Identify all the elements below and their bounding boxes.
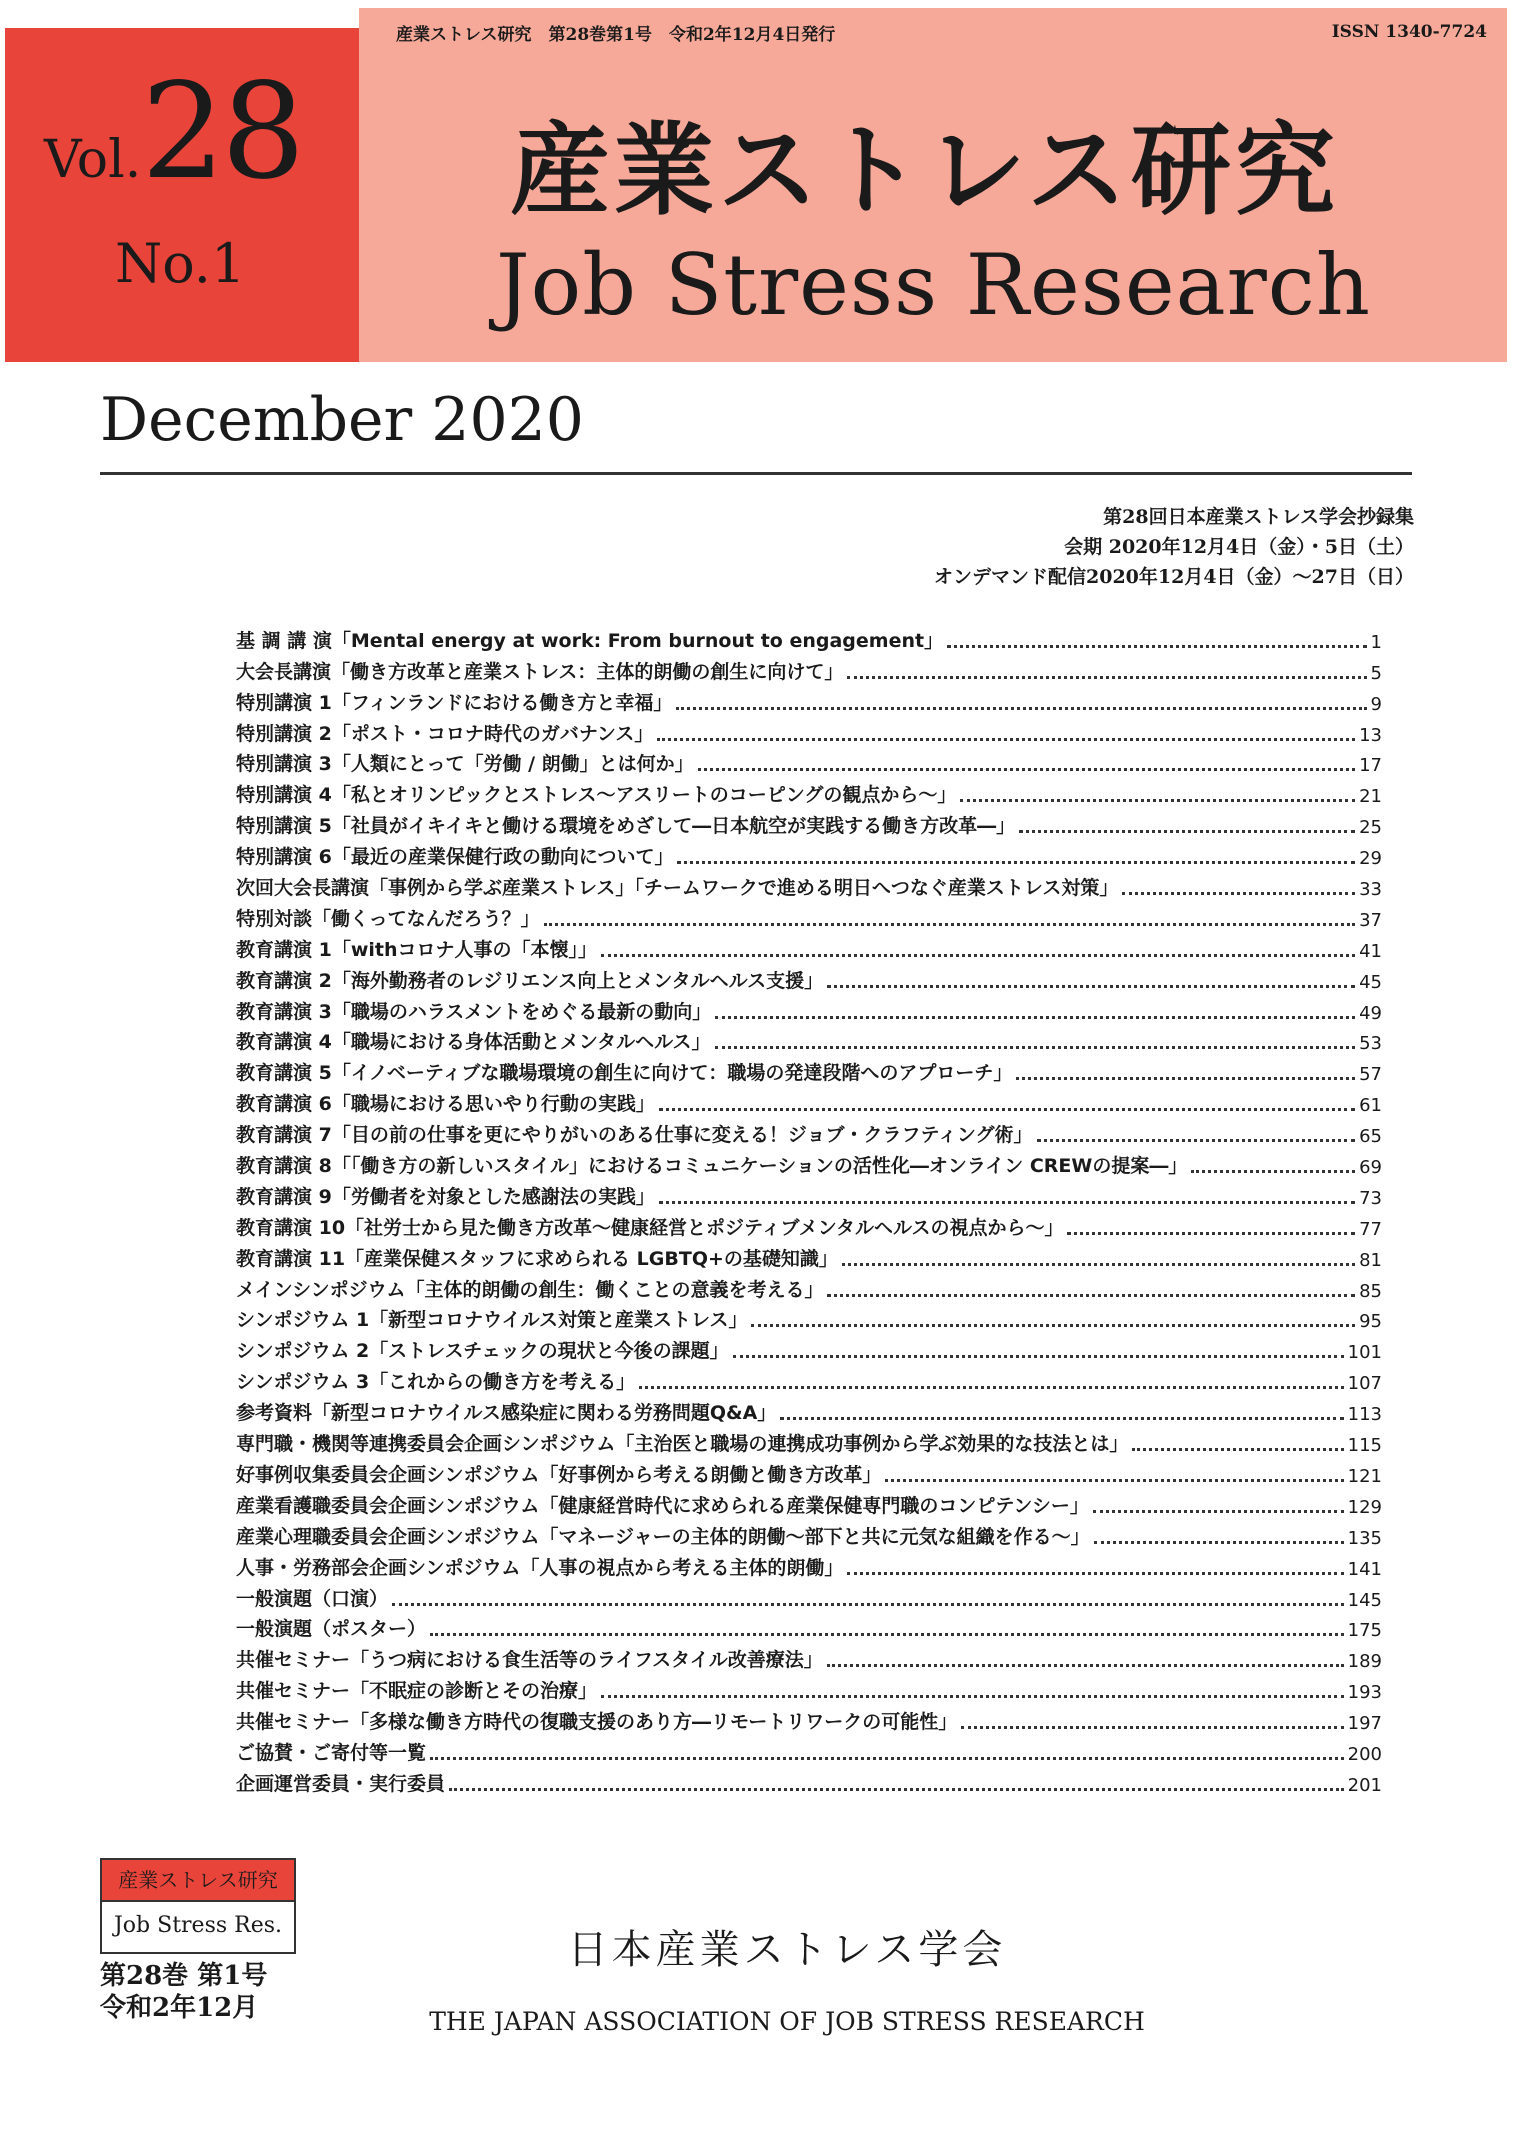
toc-leader-dots xyxy=(715,1046,1356,1049)
toc-entry-page: 29 xyxy=(1359,848,1382,870)
toc-entry-title: 人事・労務部会企画シンポジウム「人事の視点から考える主体的朗働」 xyxy=(236,1556,844,1579)
toc-entry xyxy=(236,962,1382,993)
toc-entry-title: 教育講演 11「産業保健スタッフに求められる LGBTQ+の基礎知識」 xyxy=(236,1247,838,1270)
toc-entry-title: 大会長講演「働き方改革と産業ストレス：主体的朗働の創生に向けて」 xyxy=(236,660,844,683)
toc-entry-title: 一般演題（口演） xyxy=(236,1587,389,1610)
toc-entry-title: 教育講演 8「「働き方の新しいスタイル」におけるコミュニケーションの活性化―オンライン CREWの提案―」 xyxy=(236,1155,1188,1178)
toc-leader-dots xyxy=(430,1757,1344,1760)
toc-entry-title: 特別講演 5「社員がイキイキと働ける環境をめざして―日本航空が実践する働き方改革―」 xyxy=(236,815,1016,838)
toc-entry-title: 教育講演 1「withコロナ人事の「本懐」」 xyxy=(236,938,598,961)
toc-entry xyxy=(236,653,1382,684)
toc-entry-title: 特別講演 4「私とオリンピックとストレス～アスリートのコーピングの観点から～」 xyxy=(236,784,957,807)
issue-number: No.1 xyxy=(115,232,246,295)
toc-entry-page: 141 xyxy=(1347,1558,1382,1580)
journal-title-en: Job Stress Research xyxy=(496,236,1371,334)
toc-leader-dots xyxy=(842,1263,1355,1266)
divider xyxy=(100,472,1412,475)
toc-entry-title: 教育講演 9「労働者を対象とした感謝法の実践」 xyxy=(236,1185,655,1208)
toc-leader-dots xyxy=(751,1324,1355,1327)
toc-leader-dots xyxy=(961,1726,1343,1729)
toc-entry-title: 好事例収集委員会企画シンポジウム「好事例から考える朗働と働き方改革」 xyxy=(236,1463,882,1486)
toc-entry-page: 41 xyxy=(1359,940,1382,962)
toc-entry xyxy=(236,1456,1382,1487)
toc-leader-dots xyxy=(659,1201,1355,1204)
toc-leader-dots xyxy=(698,768,1355,771)
toc-entry xyxy=(236,807,1382,838)
association-name-ja: 日本産業ストレス学会 xyxy=(567,1927,1007,1973)
toc-entry xyxy=(236,1054,1382,1085)
volume-number xyxy=(44,55,301,209)
volume-label: Vol. xyxy=(44,130,142,190)
toc-leader-dots xyxy=(780,1417,1343,1420)
abbreviation-ja: 産業ストレス研究 xyxy=(102,1860,294,1902)
toc-entry-title: 企画運営委員・実行委員 xyxy=(236,1772,446,1795)
toc-entry-page: 113 xyxy=(1347,1404,1382,1426)
toc-entry-page: 201 xyxy=(1347,1774,1382,1796)
toc-entry-title: 特別講演 2「ポスト・コロナ時代のガバナンス」 xyxy=(236,722,654,745)
toc-leader-dots xyxy=(1132,1448,1343,1451)
toc-leader-dots xyxy=(827,1664,1344,1667)
toc-entry xyxy=(236,1703,1382,1734)
toc-entry-title: 特別講演 6「最近の産業保健行政の動向について」 xyxy=(236,846,674,869)
toc-entry xyxy=(236,1734,1382,1765)
toc-entry xyxy=(236,1425,1382,1456)
toc-entry-page: 49 xyxy=(1359,1002,1382,1024)
toc-entry-title: シンポジウム 2「ストレスチェックの現状と今後の課題」 xyxy=(236,1340,729,1363)
conference-info xyxy=(934,502,1414,592)
toc-leader-dots xyxy=(1094,1541,1344,1544)
toc-entry-page: 45 xyxy=(1359,971,1382,993)
toc-leader-dots xyxy=(601,1695,1344,1698)
toc-entry-page: 73 xyxy=(1359,1187,1382,1209)
volume-value: 28 xyxy=(141,55,302,209)
toc-leader-dots xyxy=(676,707,1366,710)
toc-entry-page: 53 xyxy=(1359,1033,1382,1055)
toc-leader-dots xyxy=(1067,1232,1355,1235)
toc-entry-title: シンポジウム 1「新型コロナウイルス対策と産業ストレス」 xyxy=(236,1309,748,1332)
toc-leader-dots xyxy=(1037,1139,1356,1142)
toc-entry xyxy=(236,1518,1382,1549)
toc-leader-dots xyxy=(430,1633,1344,1636)
toc-entry-title: 教育講演 6「職場における思いやり行動の実践」 xyxy=(236,1093,655,1116)
toc-entry-page: 197 xyxy=(1347,1713,1382,1735)
conference-title: 第28回日本産業ストレス学会抄録集 xyxy=(1103,506,1414,528)
toc-entry xyxy=(236,1178,1382,1209)
toc-entry xyxy=(236,776,1382,807)
toc-entry xyxy=(236,1672,1382,1703)
toc-entry-title: 専門職・機関等連携委員会企画シンポジウム「主治医と職場の連携成功事例から学ぶ効果的な技法とは」 xyxy=(236,1433,1129,1456)
toc-entry-page: 69 xyxy=(1359,1157,1382,1179)
toc-entry xyxy=(236,1271,1382,1302)
toc-entry-title: 教育講演 2「海外勤務者のレジリエンス向上とメンタルヘルス支援」 xyxy=(236,969,824,992)
toc-leader-dots xyxy=(1093,1510,1344,1513)
toc-entry xyxy=(236,1765,1382,1796)
toc-entry-title: 産業心理職委員会企画シンポジウム「マネージャーの主体的朗働～部下と共に元気な組織を作る～」 xyxy=(236,1525,1090,1548)
toc-entry xyxy=(236,1302,1382,1333)
toc-entry-title: 共催セミナー「多様な働き方時代の復職支援のあり方―リモートリワークの可能性」 xyxy=(236,1711,958,1734)
toc-entry-page: 85 xyxy=(1359,1280,1382,1302)
abbreviation-en: Job Stress Res. xyxy=(113,1913,283,1938)
toc-entry-page: 5 xyxy=(1370,662,1382,684)
toc-entry xyxy=(236,1024,1382,1055)
toc-entry-page: 1 xyxy=(1370,631,1382,653)
toc-entry xyxy=(236,1394,1382,1425)
toc-entry-page: 61 xyxy=(1359,1095,1382,1117)
toc-entry-title: 産業看護職委員会企画シンポジウム「健康経営時代に求められる産業保健専門職のコンピテンシー」 xyxy=(236,1494,1089,1517)
toc-leader-dots xyxy=(449,1788,1344,1791)
toc-entry-title: 共催セミナー「うつ病における食生活等のライフスタイル改善療法」 xyxy=(236,1649,823,1672)
toc-entry xyxy=(236,1487,1382,1518)
toc-entry-page: 101 xyxy=(1347,1342,1382,1364)
toc-leader-dots xyxy=(1191,1170,1355,1173)
toc-entry-title: 教育講演 5「イノベーティブな職場環境の創生に向けて：職場の発達段階へのアプローチ」 xyxy=(236,1062,1013,1085)
toc-entry xyxy=(236,1085,1382,1116)
toc-entry-title: 教育講演 7「目の前の仕事を更にやりがいのある仕事に変える！ジョブ・クラフティング術」 xyxy=(236,1124,1033,1147)
toc-entry-page: 175 xyxy=(1347,1620,1382,1642)
toc-entry-page: 145 xyxy=(1347,1589,1382,1611)
toc-leader-dots xyxy=(827,1294,1355,1297)
toc-leader-dots xyxy=(1016,1077,1355,1080)
toc-entry-page: 115 xyxy=(1347,1435,1382,1457)
toc-entry-title: 共催セミナー「不眠症の診断とその治療」 xyxy=(236,1680,598,1703)
toc-entry xyxy=(236,746,1382,777)
toc-entry-page: 81 xyxy=(1359,1249,1382,1271)
toc-entry-page: 121 xyxy=(1347,1465,1382,1487)
toc-entry-title: 教育講演 4「職場における身体活動とメンタルヘルス」 xyxy=(236,1031,711,1054)
toc-entry xyxy=(236,869,1382,900)
toc-entry xyxy=(236,715,1382,746)
conference-dates: 会期 2020年12月4日（金）・5日（土） xyxy=(1064,536,1414,558)
toc-entry-page: 65 xyxy=(1359,1126,1382,1148)
toc-leader-dots xyxy=(639,1386,1343,1389)
toc-entry-page: 57 xyxy=(1359,1064,1382,1086)
toc-entry xyxy=(236,900,1382,931)
toc-leader-dots xyxy=(1019,830,1355,833)
toc-entry-title: 特別対談「働くってなんだろう？」 xyxy=(236,907,540,930)
toc-leader-dots xyxy=(847,1572,1343,1575)
journal-title-ja: 産業ストレス研究 xyxy=(510,111,1339,229)
toc-entry-page: 25 xyxy=(1359,817,1382,839)
toc-leader-dots xyxy=(544,923,1355,926)
toc-leader-dots xyxy=(733,1355,1344,1358)
toc-leader-dots xyxy=(392,1603,1344,1606)
toc-entry-page: 77 xyxy=(1359,1218,1382,1240)
toc-entry xyxy=(236,1611,1382,1642)
issue-month: 令和2年12月 xyxy=(100,1993,259,2023)
toc-entry-page: 9 xyxy=(1370,693,1382,715)
table-of-contents xyxy=(236,622,1382,1796)
conference-ondemand: オンデマンド配信2020年12月4日（金）～27日（日） xyxy=(934,566,1414,588)
toc-leader-dots xyxy=(827,985,1355,988)
toc-entry-page: 135 xyxy=(1347,1527,1382,1549)
issn: ISSN 1340-7724 xyxy=(1331,22,1487,42)
toc-entry-title: 一般演題（ポスター） xyxy=(236,1618,427,1641)
toc-leader-dots xyxy=(659,1108,1355,1111)
toc-entry-title: 特別講演 1「フィンランドにおける働き方と幸福」 xyxy=(236,691,673,714)
toc-leader-dots xyxy=(847,676,1366,679)
toc-entry xyxy=(236,684,1382,715)
toc-entry-title: 教育講演 10「社労士から見た働き方改革～健康経営とポジティブメンタルヘルスの視点から～」 xyxy=(236,1216,1064,1239)
toc-entry-page: 189 xyxy=(1347,1651,1382,1673)
toc-entry xyxy=(236,622,1382,653)
toc-leader-dots xyxy=(947,645,1366,648)
toc-entry xyxy=(236,1363,1382,1394)
toc-leader-dots xyxy=(1122,892,1355,895)
toc-entry-title: 特別講演 3「人類にとって「労働 / 朗働」とは何か」 xyxy=(236,753,694,776)
toc-entry-page: 13 xyxy=(1359,724,1382,746)
toc-entry xyxy=(236,1240,1382,1271)
toc-entry-title: 次回大会長講演「事例から学ぶ産業ストレス」「チームワークで進める明日へつなぐ産業ストレス対策」 xyxy=(236,877,1119,900)
toc-entry-page: 200 xyxy=(1347,1743,1382,1765)
toc-entry xyxy=(236,1580,1382,1611)
toc-leader-dots xyxy=(677,861,1355,864)
toc-entry-page: 129 xyxy=(1347,1496,1382,1518)
toc-entry-page: 21 xyxy=(1359,786,1382,808)
toc-entry-title: シンポジウム 3「これからの働き方を考える」 xyxy=(236,1371,636,1394)
toc-entry-title: 参考資料「新型コロナウイルス感染症に関わる労務問題Q&A」 xyxy=(236,1402,777,1425)
toc-leader-dots xyxy=(715,1016,1355,1019)
toc-leader-dots xyxy=(885,1479,1343,1482)
toc-entry xyxy=(236,1147,1382,1178)
toc-leader-dots xyxy=(601,954,1355,957)
toc-entry-title: 教育講演 3「職場のハラスメントをめぐる最新の動向」 xyxy=(236,1000,712,1023)
issue-volume: 第28巻 第1号 xyxy=(100,1961,268,1991)
toc-entry xyxy=(236,993,1382,1024)
association-name-en: THE JAPAN ASSOCIATION OF JOB STRESS RESEARCH xyxy=(429,2007,1145,2036)
toc-entry-page: 95 xyxy=(1359,1311,1382,1333)
toc-entry xyxy=(236,1641,1382,1672)
toc-entry xyxy=(236,1332,1382,1363)
toc-entry xyxy=(236,931,1382,962)
toc-entry-title: ご協賛・ご寄付等一覧 xyxy=(236,1741,427,1764)
publication-line: 産業ストレス研究 第28巻第1号 令和2年12月4日発行 xyxy=(396,25,836,45)
toc-leader-dots xyxy=(657,738,1355,741)
toc-entry xyxy=(236,838,1382,869)
toc-entry xyxy=(236,1116,1382,1147)
toc-entry-page: 33 xyxy=(1359,879,1382,901)
toc-entry-title: メインシンポジウム「主体的朗働の創生：働くことの意義を考える」 xyxy=(236,1278,824,1301)
toc-entry-page: 107 xyxy=(1347,1373,1382,1395)
toc-leader-dots xyxy=(960,799,1355,802)
issue-date: December 2020 xyxy=(100,385,584,455)
toc-entry-page: 37 xyxy=(1359,909,1382,931)
toc-entry xyxy=(236,1209,1382,1240)
toc-entry-title: 基 調 講 演「Mental energy at work: From burnout to engagement」 xyxy=(236,629,944,652)
toc-entry-page: 17 xyxy=(1359,755,1382,777)
toc-entry-page: 193 xyxy=(1347,1682,1382,1704)
toc-entry xyxy=(236,1549,1382,1580)
